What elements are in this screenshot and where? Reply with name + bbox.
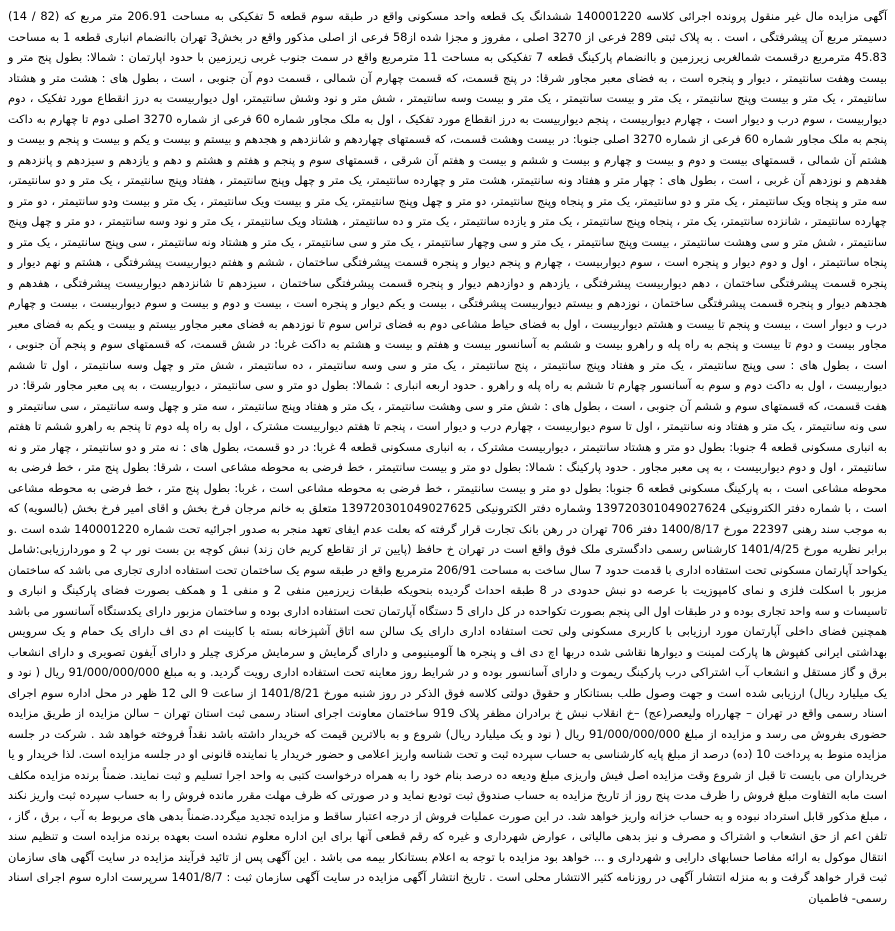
- notice-body-text: آگهی مزایده مال غیر منقول پرونده اجرائی کلاسه 140001220 ششدانگ یک قطعه واحد مسکونی واقع در طبقه سوم قطعه 5 تفکیکی به مساحت 206.91 متر مربع که (82 / 14) دسیمتر مربع آن پیشرفتگی ، است . به پلاک ثبتی 289 فرعی از 3270 اصلی ، مفروز و مجزا شده از58 فرعی از اصلی مذکور واقع در بخش3 تهران باانضمام انباری قطعه 1 به مساحت 45.83 مترمربع درقسمت شمالغربی زیرزمین و باانضمام پارکینگ قطعه 7 تفکیکی به مساحت 11 مترمربع واقع در سمت جنوب غربی زیرزمین با حدود اپارتمان : شمالا: بطول پنج متر و بیست وهفت سانتیمتر ، دیوار و پنجره است ، به فضای معبر مجاور شرقا: در پنج قسمت، که قسمت چهارم آن شمالی ، قسمت دوم آن جنوبی ، است ، بطول های : هشت متر و هشتاد سانتیمتر ، یک متر و بیست وپنج سانتیمتر ، یک متر و بیست سانتیمتر ، یک متر و بیست وسه سانتیمتر ، شش متر و نود وشش سانتیمتر، اول دیواربیست به درز انقطاع مورد تفکیک ، دوم دیواربیست ، سوم درب و دیوار است ، چهارم دیواربیست ، پنجم دیواربیست به درز انقطاع مورد تفکیک ، اول به ملک مجاور شماره 60 فرعی از شماره 3270 اصلی دوم تا چهارم به داکت پنجم به ملک مجاور شماره 60 فرعی از شماره 3270 اصلی جنوبا: در بیست وهشت قسمت، که قسمتهای چهاردهم و شانزدهم و هجدهم و بیستم و بیست و یکم و بیست و پنجم و بیست و هشتم آن شمالی ، قسمتهای بیست و دوم و بیست و چهارم و بیست و ششم و بیست و هفتم آن شرقی ، قسمتهای سوم و پنجم و هفتم و هشتم و دهم و یازدهم و سیزدهم و پانزدهم و هفدهم و نوزدهم آن غربی ، است ، بطول های : چهار متر و هفتاد ونه سانتیمتر، هشت متر و چهارده سانتیمتر، یک متر و چهل وپنج سانتیمتر ، هفتاد وپنج سانتیمتر ، یک متر و دو سانتیمتر، سه متر و پنجاه ویک سانتیمتر ، یک متر و دو سانتیمتر، یک متر و پنجاه وپنج سانتیمتر، دو متر و چهل وپنج سانتیمتر، یک متر و بیست ویک سانتیمتر ، یک متر و بیست ودو سانتیمتر ، دو متر و چهارده سانتیمتر ، شانزده سانتیمتر، یک متر ، پنجاه وپنج سانتیمتر ، یک متر و یازده سانتیمتر ، یک متر و ده سانتیمتر ، هشتاد ویک سانتیمتر ، یک متر و نود وسه سانتیمتر ، دو متر و چهل وپنج سانتیمتر ، شش متر و سی وهشت سانتیمتر ، بیست وپنج سانتیمتر ، یک متر و سی وچهار سانتیمتر ، یک متر و سی سانتیمتر ، یک متر و هشتاد ونه سانتیمتر ، سی وپنج سانتیمتر ، یک متر و پنجاه سانتیمتر ، اول و دوم دیوار و پنجره است ، سوم دیواربیست ، چهارم و پنجم دیوار و پنجره قسمت پیشرفتگی ساختمان ، ششم و هفتم دیواربیست پیشرفتگی ، هشتم و نهم دیوار و پنجره قسمت پیشرفتگی ساختمان ، دهم دیواربیست پیشرفتگی ، یازدهم و دوازدهم دیوار و پنجره قسمت پیشرفتگی ساختمان ، سیزدهم تا شانزدهم دیواربیست پیشرفتگی ، هفدهم و هجدهم دیوار و پنجره قسمت پیشرفتگی ساختمان ، نوزدهم و بیستم دیواربیست پیشرفتگی ، بیست و یکم دیوار و پنجره است ، بیست و دوم و بیست و سوم دیواربیست ، بیست و چهارم درب و دیوار است ، بیست و پنجم تا بیست و هشتم دیواربیست ، اول به فضای حیاط مشاعی دوم به فضای تراس سوم تا نوزدهم به فضای معبر مجاور بیستم و بیست و یکم به فضای معبر مجاور بیست و دوم تا بیست و پنجم به راه پله و راهرو بیست و ششم به آسانسور بیست و هفتم و بیست و هشتم به داکت غربا: در شش قسمت، که قسمتهای سوم و پنجم آن جنوبی ، است ، بطول های : سی وپنج سانتیمتر ، یک متر و هفتاد وپنج سانتیمتر ، پنج سانتیمتر ، یک متر و سی وسه سانتیمتر ، ده سانتیمتر ، شش متر و چهل وسه سانتیمتر ، اول تا ششم دیواربیست ، اول به داکت دوم و سوم به آسانسور چهارم تا ششم به راه پله و راهرو . حدود اربعه انباری : شمالا: بطول دو متر و سی سانتیمتر ، دیواربیست ، به پی معبر مجاور شرقا: در هفت قسمت، که قسمتهای سوم و ششم آن جنوبی ، است ، بطول های : شش متر و سی وهشت سانتیمتر ، یک متر و هفتاد وپنج سانتیمتر ، سه متر و چهل وسه سانتیمتر ، سی سانتیمتر و سی ونه سانتیمتر ، یک متر و هفتاد ونه سانتیمتر ، اول تا سوم دیواربیست ، چهارم درب و دیوار است ، پنجم تا هفتم دیواربیست مشترک ، اول به راه پله دوم تا پنجم به راهرو ششم تا هفتم به انباری مسکونی قطعه 4 جنوبا: بطول دو متر و هشتاد سانتیمتر ، دیواربیست مشترک ، به انباری مسکونی قطعه 4 غربا: در دو قسمت، بطول های : نه متر و دو سانتیمتر ، چهار متر و نه سانتیمتر ، اول و دوم دیواربیست ، به پی معبر مجاور . حدود پارکینگ : شمالا: بطول دو متر و بیست سانتیمتر ، خط فرضی به محوطه مشاعی است ، شرقا: بطول پنج متر ، خط فرضی به محوطه مشاعی است ، به پارکینگ مسکونی قطعه 6 جنوبا: بطول دو متر و بیست سانتیمتر ، خط فرضی به محوطه مشاعی است ، غربا: بطول پنج متر ، خط فرضی به محوطه مشاعی است ، با شماره دفتر الکترونیکی 139720301049027624 وشماره دفتر الکترونیکی 139720301049027625 متعلق به خانم مرجان فرخ بخش و اقای امیر فرخ بخش (بالسویه) که به موجب سند رهنی 22397 مورخ 1400/8/17 دفتر 706 تهران در رهن بانک تجارت قرار گرفته که بعلت عدم ایفای تعهد منجر به صدور اجرائیه تحت شماره 140001220 شده است .و برابر نظریه مورخ 1401/4/25 کارشناس رسمی دادگستری ملک فوق واقع است در تهران خ حافظ (پایین تر از تقاطع کریم خان زند) نبش کوچه بن بست نور پ 2 و موردارزیابی:شامل یکواحد آپارتمان مسکونی تحت استفاده اداری با قدمت حدود 7 سال ساخت به مساحت 206/91 مترمربع واقع در طبقه سوم یک ساختمان تحت استفاده اداری تجاری می باشد که ساختمان مزبور با اسکلت فلزی و نمای کامپوزیت با عرصه دو نبش حدودی در 8 طبقه احداث گردیده بنحویکه طبقات زیرزمین منفی 2 و منفی 1 و همکف بصورت فضای پارکینگ و انباری و تاسیسات و سه واحد تجاری بوده و در طبقات اول الی پنجم بصورت تکواحده در کل دارای 5 دستگاه آپارتمان تحت استفاده اداری بوده و ساختمان مزبور دارای یکدستگاه آسانسور می باشد همچنین فضای داخلی آپارتمان مورد ارزیابی با کاربری مسکونی ولی تحت استفاده اداری دارای یک سالن سه اتاق آشپزخانه بسته با کابینت ام دی اف دارای یک حمام و یک سرویس بهداشتی ایرانی کفپوش ها پارکت لمینت و دیوارها نقاشی شده دربها اچ دی اف و پنجره ها آلومینیومی و دارای گرمایش و سرمایش مرکزی چیلر و دارای آیفون تصویری و دارای انشعاب برق و گاز مستقل و انشعاب آب اشتراکی درب پارکینگ ریموت و دارای آسانسور بوده و در شرایط روز معاینه تحت استفاده اداری رویت گردید. و به مبلغ 91/000/000/000 ریال ( نود و یک میلیارد ریال) ارزیابی شده است و جهت وصول طلب بستانکار و حقوق دولتی کلاسه فوق الذکر در روز شنبه مورخ 1401/8/21 از ساعت 9 الی 12 ظهر در محل اداره سوم اجرای اسناد رسمی واقع در تهران – چهارراه ولیعصر(عج) –خ انقلاب نبش خ برادران مظفر پلاک 919 ساختمان معاونت اجرای اسناد رسمی ثبت استان تهران – سالن مزایده از طریق مزایده حضوری بفروش می رسد و مزایده از مبلغ 91/000/000/000 ریال ( نود و یک میلیارد ریال) شروع و به بالاترین قیمت که خریدار داشته باشد نقداً فروخته خواهد شد . شرکت در جلسه مزایده منوط به پرداخت 10 (ده) درصد از مبلغ پایه کارشناسی به حساب سپرده ثبت و تحت شناسه واریز اعلامی و حضور خریدار یا نماینده قانونی او در جلسه مزایده است. لذا خریدار و یا خریداران می بایست تا قبل از شروع وقت مزایده اصل فیش واریزی مبلغ ودیعه ده درصد بنام خود را به همراه درخواست کتبی به واحد اجرا تسلیم و ثبت نمایند. ضمناً برنده مزایده مکلف است مابه التفاوت مبلغ فروش را ظرف مدت پنج روز از تاریخ مزایده به حساب صندوق ثبت تودیع نماید و در صورتی که ظرف مهلت مقرر مانده فروش را به حساب سپرده ثبت واریز نکند ، مبلغ مذکور قابل استرداد نبوده و به حساب خزانه واریز خواهد شد. در این صورت عملیات فروش از درجه اعتبار ساقط و مزایده تجدید میگردد.ضمناً بدهی های مربوط به آب ، برق ، گاز ، تلفن اعم از حق انشعاب و اشتراک و مصرف و نیز بدهی مالیاتی ، عوارض شهرداری و غیره که رقم قطعی آنها برای این اداره معلوم نشده است بعهده برنده مزایده است و تنظیم سند انتقال موکول به ارائه مفاصا حسابهای دارایی و شهرداری و ... خواهد بود مزایده با توجه به اعلام بستانکار بیمه می باشد . این آگهی پس از تائید فرآیند مزایده در سایت آگهی های سازمان ثبت قرار خواهد گرفت و به منزله انتشار آگهی در روزنامه کثیر الانتشار محلی است . تاریخ انتشار آگهی مزایده در سایت آگهی سازمان ثبت : 1401/8/7 سرپرست اداره سوم اجرای اسناد رسمی- فاطمیان: [8, 9, 888, 905]
